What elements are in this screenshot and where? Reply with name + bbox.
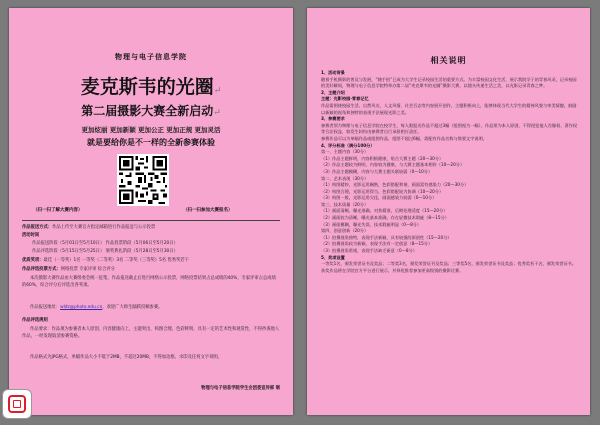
rules-line: （3）拍摄视角常规，表现手法缺乏新意（0—8分） <box>321 248 417 254</box>
rules-line: （1）构图精妙，光影运用娴熟，色彩搭配和谐，画面富有感染力（20—30分） <box>321 182 469 188</box>
rules-body <box>321 70 577 274</box>
rules-line: （2）构图合理，光影运用得当，色彩搭配较为协调（10—20分） <box>321 188 444 194</box>
rules-line: 第三、技术质量（20分） <box>321 201 369 207</box>
section-divider <box>22 220 280 221</box>
rules-line: （3）作品主题模糊，内容与大赛主题关联较弱（0—10分） <box>321 168 433 174</box>
rules-line: 参赛者须为物理与电子信息学院在校学生，每人限报送作品不超过3幅（组图视为一幅），作品须为本人原创，不得侵犯他人肖像权、著作权等合法权益，如发生纠纷由参赛者自行承担相应责任。 <box>321 122 578 135</box>
paragraph-mark-icon: ↵ <box>213 86 222 96</box>
rules-line: （3）画面模糊，曝光失误，技术瑕疵明显（0—8分） <box>321 221 422 227</box>
qr-caption-left: （扫一扫了解大赛内容） <box>33 208 83 213</box>
rules-line: 第二、艺术表现（30分） <box>321 175 369 181</box>
document-page-left <box>9 8 293 415</box>
rules-line: （2）作品主题较为鲜明，内容较为健康，与大赛主题基本相符（10—20分） <box>321 162 465 168</box>
qr-caption-right: （扫一扫参加大赛报名） <box>183 208 233 213</box>
rules-heading: 2、主题介绍 <box>321 89 345 95</box>
rules-line: 随着手机摄影的普及与发展，“随手拍”已成为大学生记录校园生活的重要方式。为丰富校园文化生活，展示我院学子的青春风采，记录校园的美好瞬间，物理与电子信息学院特举办第二届“麦克斯韦的光圈”摄影大赛，以镜头传递生活之美，以光影记录青春之梦。 <box>321 76 577 89</box>
email-link[interactable]: wldz@photo.edu.cn <box>60 305 103 310</box>
info-paragraph: 本次摄影大赛作品由大赛组委会统一征集，作品报送截止后进行网络公示投票，网络投票结果占总成绩的40%，专家评审占总成绩的60%，综合评分后评选出各奖项。 <box>22 276 276 288</box>
paragraph-mark-icon: ↵ <box>213 108 221 118</box>
poster-title-text: 麦克斯韦的光圈 <box>80 76 214 98</box>
rules-heading: 主题：光影校园·青春记忆 <box>321 96 369 102</box>
poster-subtitle <box>9 102 293 119</box>
rules-line: （2）拍摄视角较为新颖，表现手法有一定创意（8—15分） <box>321 241 433 247</box>
rules-heading: 1、活动背景 <box>321 70 345 75</box>
info-line: 活动时间 <box>22 233 40 238</box>
poster-footer: 物理与电子信息学院学生会团委宣传部 制 <box>201 386 280 391</box>
info-line: 作品评选投票方式：网络投票 专家评审 综合评分 <box>22 267 115 272</box>
rules-line: （1）作品主题鲜明，内容积极健康，贴合大赛主题（20—30分） <box>321 155 444 161</box>
info-line: 作品报送方式：作品上传至大赛官方指定邮箱进行作品报送与公示投票 <box>22 225 156 230</box>
rules-heading: 3、参赛要求 <box>321 116 345 122</box>
info-paragraph: 作品报送地址：wldz@photo.edu.cn，欢迎广大师生踊跃投稿参赛。 <box>30 305 163 310</box>
document-page-right <box>307 8 590 415</box>
qr-code-image <box>117 154 169 206</box>
rules-line: 作品需围绕校园生活、自然风光、人文风情、社会百态等内容展开创作，主题积极向上，能够体现当代大学生的精神风貌与审美情趣，鼓励以新颖的视角和独特的表现手法展现光影之美。 <box>321 102 577 115</box>
rules-heading: 5、奖项设置 <box>321 254 345 260</box>
rules-line: 获奖作品将在学院官方平台进行展示，并择优推荐参加更高级别的摄影比赛。 <box>321 267 464 273</box>
rules-line: （1）拍摄视角独特，表现手法新颖，具有较强的原创性（15—20分） <box>321 234 452 240</box>
rules-line: 第一、主题内容（30分） <box>321 149 369 155</box>
info-paragraph: 作品要求：作品须为参赛者本人原创，内容健康向上，主题突出，构图合理，色彩鲜明，具有一定的艺术性和观赏性，不得抄袭他人作品，一经发现取消参赛资格。 <box>22 327 280 339</box>
info-line: 作品评选规则 <box>22 318 48 323</box>
right-page-title: 相关说明 <box>430 55 467 65</box>
rules-line: （1）画面清晰，曝光准确，对焦精准，后期处理适度（15—20分） <box>321 208 448 214</box>
rules-line: 参赛作品可以为单幅作品或组图作品，组图不超过6幅，需配有作品名称与简要文字说明。 <box>321 135 487 141</box>
rules-line: （3）构图一般，光影运用欠佳，画面感染力较弱（0—10分） <box>321 195 437 201</box>
slogan-line-2: 就是要给你是不一样的全新参赛体验 <box>87 137 215 147</box>
rules-line: 一等奖1名，颁发荣誉证书及奖品；二等奖3名，颁发荣誉证书及奖品；三等奖5名，颁发荣誉证书及奖品；优秀奖若干名，颁发荣誉证书。 <box>321 261 577 267</box>
app-logo-icon <box>2 389 32 419</box>
school-name: 物理与电子信息学院 <box>115 52 187 61</box>
rules-line: （2）画面较为清晰，曝光基本准确，存在轻微技术瑕疵（8—15分） <box>321 215 449 221</box>
info-line: 作品评选阶段（5月15日至5月25日） 颁奖典礼阶段（5月28日至5月30日） <box>32 249 178 254</box>
info-line: 优质奖项：最佳（一等奖）1名 一等奖（二等奖）3名 二等奖（三等奖）5名 优秀奖若干 <box>22 258 189 263</box>
rules-line: 第四、创意创新（20分） <box>321 228 369 234</box>
info-paragraph: 作品格式为JPG格式，单幅作品大小不低于2MB，不超过20MB，不得加边框、水印及任何文字说明。 <box>30 355 222 360</box>
poster-title <box>9 72 293 99</box>
rules-heading: 4、评分标准（满分100分） <box>321 142 375 148</box>
poster-subtitle-text: 第二届摄影大赛全新启动 <box>81 104 214 118</box>
slogan-line-1: 更加炫丽 更加新颖 更加公正 更加正规 更加灵活 <box>81 126 221 134</box>
info-line: 作品报送阶段（5月01日至5月10日） 作品投票阶段（5月06日至5月20日） <box>32 241 178 246</box>
